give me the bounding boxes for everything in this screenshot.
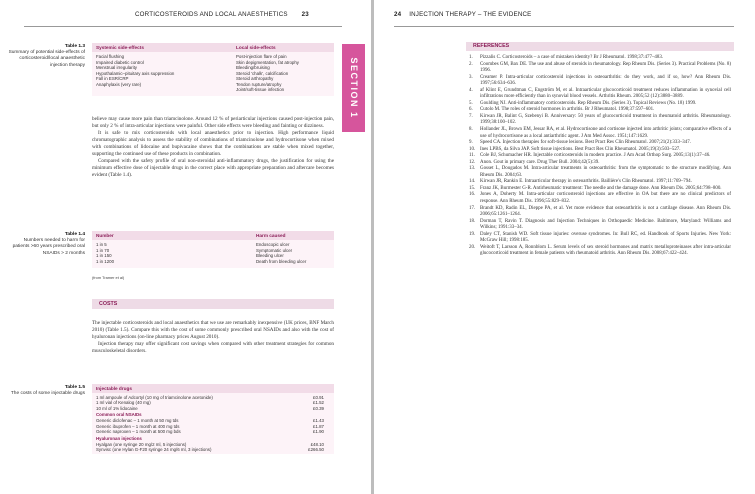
table-cell: Facial flushing [96, 54, 125, 59]
table-1-4 [92, 231, 334, 268]
reference-text: Dorman T, Ravin T. Diagnosis and Injection Techniques in Orthopaedic Medicine. Baltimore, Maryland: Williams and Wilkins; 1991:33–34. [480, 218, 731, 231]
table-1-5 [92, 384, 334, 454]
column-header: Number [96, 233, 114, 238]
drug-price: £266.50 [308, 447, 324, 453]
group-title: Common oral NSAIDs [96, 412, 142, 418]
reference-number: 13. [469, 166, 476, 172]
table-1-3-caption [6, 44, 85, 69]
reference-number: 16. [469, 192, 476, 198]
reference-text: Daley CT, Stanish WD. Soft tissue injuries: overuse syndromes. In: Bull RC, ed. Handbook of Sports Injuries. New York: McGraw Hill; 1998:185. [480, 231, 731, 244]
drug-price: £0.91 [313, 395, 324, 400]
table-header-row [92, 231, 334, 240]
drug-name: Generic diclofenac – 1 month at 50 mg tds [96, 418, 179, 424]
reference-text: Pizzalis C. Corticosteroids – a case of mistaken identity? Br J Rheumatol. 1998;37:477–483. [480, 55, 664, 60]
reference-number: 17. [469, 205, 476, 211]
table-label: Table 1.4 [64, 232, 85, 237]
table-label: Table 1.3 [64, 44, 85, 49]
drug-name: Generic ibuprofen – 1 month at 400 mg tds [96, 423, 180, 429]
reference-text: Goulding NJ. Anti-inflammatory corticosteroids. Rep Rheum Dis. (Series 3). Topical Reviews (No. 18) 1999. [480, 100, 697, 106]
references-heading: REFERENCES [466, 42, 734, 51]
drug-name: 1 ml vial of Kenalog (40 mg) [96, 400, 151, 406]
reference-item [469, 219, 731, 232]
table-1-5-caption [6, 385, 85, 397]
table-cell: Bleeding ulcer [256, 253, 284, 258]
reference-number: 6. [469, 107, 473, 113]
running-head-text: CORTICOSTEROIDS AND LOCAL ANAESTHETICS [135, 11, 288, 18]
table-cell: 1 in 150 [96, 253, 112, 258]
table-label: Table 1.5 [64, 385, 85, 390]
drug-name: Hyalgan (one syringe 20 mg/2 ml, 5 injections) [96, 441, 187, 447]
reference-number: 19. [469, 231, 476, 237]
right-running-head [394, 11, 532, 18]
reference-number: 14. [469, 179, 476, 185]
table-cell: Hypothalamic–pituitary axis suppression [96, 70, 175, 76]
reference-number: 18. [469, 218, 476, 224]
drug-price: £1.87 [313, 423, 324, 429]
right-page [374, 0, 755, 494]
table-caption-text: Summary of potential side-effects of corticosteroid/local anaesthetic injection therapy [8, 50, 85, 68]
costs-heading: COSTS [92, 299, 334, 309]
page-number: 23 [301, 11, 309, 18]
table-row [96, 429, 334, 434]
drug-price: £0.39 [313, 405, 324, 411]
table-cell: Post-injection flare of pain [236, 54, 287, 59]
drug-price: £1.90 [313, 428, 324, 434]
table-cell: Fall in ESR/CRP [96, 76, 129, 81]
table-cell: 1 in 70 [96, 247, 110, 253]
reference-text: Brandt KD, Radin EL, Dieppe PA, et al. Yet more evidence that osteoarthritis is not a cartilage disease. Ann Rheum Dis. 2006;65:1261–1264. [480, 205, 731, 218]
running-head-text: INJECTION THERAPY – THE EVIDENCE [409, 11, 532, 18]
harm-column [256, 242, 306, 264]
cost-group [96, 436, 334, 453]
reference-number: 4. [469, 87, 473, 93]
number-column [96, 242, 114, 264]
table-cell: Joint/soft-tissue infection [236, 87, 285, 92]
table-body [92, 52, 334, 96]
reference-number: 20. [469, 244, 476, 250]
drug-price: £1.43 [313, 418, 324, 424]
drug-name: 10 ml of 1% lidocaine [96, 405, 138, 411]
drug-price: £48.10 [310, 441, 324, 447]
reference-number: 12. [469, 159, 476, 165]
left-running-head [135, 11, 309, 18]
column-header: Systemic side-effects [96, 45, 144, 50]
section-tab-label: SECTION 1 [348, 57, 359, 119]
reference-item [469, 166, 731, 179]
reference-item [469, 75, 731, 88]
reference-text: Kirwan JR, Balint G, Szebenyi B. Anniversary: 50 years of glucocorticoid treatment in rheumatoid arthritis. Rheumatology. 1999;38:100–102. [480, 113, 731, 126]
table-header-row [92, 43, 334, 52]
paragraph: Injection therapy may offer significant cost savings when compared with other treatment strategies for common musculoskeletal disorders. [92, 341, 334, 355]
reference-item [469, 192, 731, 205]
table-cell: Skin depigmentation, fat atrophy [236, 59, 299, 65]
systemic-column [96, 54, 174, 87]
reference-number: 3. [469, 74, 473, 80]
reference-item [469, 127, 731, 140]
reference-text: Cole BJ, Schumacher HR. Injectable corticosteroids in modern practice. J Am Acad Orthop Surg. 2005;13(1):37–46. [480, 153, 711, 159]
reference-text: Coombes GM, Bax DE. The use and abuse of steroids in rheumatology. Rep Rheum Dis. (Series 3). Practical Problems (No. 8) 1996. [480, 61, 731, 74]
group-title: Hyaluronan injections [96, 435, 142, 441]
reference-text: Jones A, Doherty M. Intra-articular corticosteroid injections are effective in OA but there are no clinical predictors of response. Ann Rheum Dis. 1996;55:829–832. [480, 192, 731, 205]
table-row [96, 447, 334, 452]
table-cell: Impaired diabetic control [96, 59, 144, 65]
paragraph: It is safe to mix corticosteroids with local anaesthetics prior to injection. High performance liquid chromatographic analysis to assess the stability of combinations of triamcinolone and hydrocortisone when mixed with combinations of lidocaine and bupivacaine shows that the combinations are stable when mixed together, supporting the continued use of these products in combination. [92, 130, 334, 158]
column-header: Harm caused [256, 233, 286, 238]
reference-number: 7. [469, 113, 473, 119]
reference-item [469, 62, 731, 75]
table-cell: Bleeding/bruising [236, 65, 270, 70]
reference-number: 5. [469, 100, 473, 106]
reference-text: Creamer P. Intra-articular corticosteroid injections in osteoarthritis: do they work, and if so, how? Ann Rheum Dis. 1997;56:634–636. [480, 74, 731, 87]
reference-number: 1. [469, 55, 473, 60]
table-cell: 1 in 1200 [96, 258, 115, 264]
table-cell: Symptomatic ulcer [256, 247, 293, 253]
reference-number: 15. [469, 185, 476, 191]
cost-group [96, 395, 334, 411]
table-caption-text: The costs of some injectable drugs [10, 391, 85, 397]
reference-text: Ines LPBS, da Silva JAP. Soft tissue injections. Best Pract Res Clin Rheumatol. 2005;19(3):503–527. [480, 146, 681, 152]
reference-item [469, 88, 731, 101]
reference-text: Franz JK, Burmester G-R. Antirheumatic treatment: The needle and the damage done. Ann Rheum Dis. 2005;64:798–800. [480, 185, 722, 191]
drug-name: Generic naproxen – 1 month at 500 mg bds [96, 428, 181, 434]
reference-text: Cutolo M. The roles of steroid hormones in arthritis. Br J Rheumatol. 1998;37:597–601. [480, 107, 655, 113]
left-page [0, 0, 371, 494]
reference-number: 9. [469, 140, 473, 146]
table-1-3 [92, 43, 334, 96]
drug-name: Synvisc (one Hylan G-F20 syringe 24 mg/6 ml, 3 injections) [96, 447, 212, 453]
column-header: Injectable drugs [96, 386, 132, 391]
table-row [96, 406, 334, 411]
table-cell: Steroid 'chalk', calcification [236, 70, 289, 76]
paragraph: believe may cause more pain than triamcinolone. Around 12 % of periarticular injections caused post-injection pain, but only 2 % of intra-articular injections were painful. Other side effects were bleeding and fainting or dizziness. [92, 116, 334, 130]
reference-number: 11. [469, 153, 475, 159]
reference-item [469, 206, 731, 219]
reference-text: Hollander JL, Brown EM, Jessar RA, et al. Hydrocortisone and cortisone injected into arthritic joints; comparative effects of a use of hydrocortisone as a local antiarthritic agent. J Am Med Assoc. 1951;147:1629. [480, 127, 731, 139]
table-cell: Tendon rupture/atrophy [236, 81, 282, 87]
references-list [469, 55, 731, 258]
table-source-note: (from Tramer et al) [92, 275, 125, 280]
body-text [92, 116, 334, 179]
reference-text: Gosset L, Dougados M. Intra-articular treatments in osteoarthritis: from the symptomatic to the structure modifying. Ann Rheum Dis. 2004;63. [480, 166, 731, 178]
table-header-row [92, 384, 334, 393]
table-cell: 1 in 5 [96, 242, 107, 247]
table-cell: Anaphylaxis (very rare) [96, 81, 142, 87]
drug-price: £1.52 [313, 400, 324, 406]
table-cell: Menstrual irregularity [96, 65, 137, 70]
paragraph: Compared with the safety profile of oral non-steroidal anti-inflammatory drugs, the justification for using the minimum effective dose of injectable drugs in the correct place with appropriate preparation and aftercare becomes evident (Table 1.4). [92, 158, 334, 179]
reference-item [469, 245, 731, 258]
costs-text [92, 320, 334, 355]
reference-text: Anon. Gout in primary care. Drug Ther Bull. 2004;42(5):39. [480, 159, 600, 165]
reference-item [469, 114, 731, 127]
paragraph: The injectable corticosteroids and local anaesthetics that we use are remarkably inexpensive (UK prices, BNF March 2010) (Table 1.5). Compare this with the cost of some commonly prescribed oral NSAIDs and also with the cost of hyaluronan injections (on-line pharmacy prices August 2010). [92, 320, 334, 341]
table-body [92, 240, 334, 268]
table-cell: Steroid arthropathy [236, 76, 274, 81]
table-body [92, 393, 334, 454]
reference-text: Kirwan JR, Rankin E. Intraarticular therapy in osteoarthritis. Baillière's Clin Rheumatol. 1997;11:769–794. [480, 179, 692, 185]
reference-number: 8. [469, 127, 473, 133]
section-tab [342, 44, 365, 132]
reference-text: Weitoft T, Larsson A, Ronnblom L. Serum levels of sex steroid hormones and matrix metalloproteinases after intra-articular glucocorticoid treatment in female patients with rheumatoid arthritis. Ann Rheum Dis. 2008;67:422–424. [480, 244, 731, 257]
table-cell: Death from bleeding ulcer [256, 258, 307, 264]
header-rule [394, 26, 734, 27]
cost-group [96, 412, 334, 434]
reference-item [469, 232, 731, 245]
reference-number: 10. [469, 146, 476, 152]
reference-text: Speed CA. Injection therapies for soft-tissue lesions. Best Pract Res Clin Rheumatol. 2007;21(2):333–347. [480, 140, 691, 146]
page-number: 24 [394, 11, 402, 18]
table-1-4-caption [6, 232, 85, 257]
column-header: Local side-effects [236, 45, 276, 50]
reference-number: 2. [469, 61, 473, 67]
table-caption-text: Numbers needed to harm for patients >60 years prescribed oral NSAIDs > 2 months [12, 238, 85, 256]
drug-name: 1 ml ampoule of Adcortyl (10 mg of triamcinolone acetonide) [96, 395, 213, 400]
table-cell: Endoscopic ulcer [256, 242, 290, 247]
local-column [236, 54, 299, 93]
reference-text: af Klint E, Grundtman C, Engström M, et al. Intraarticular glucocorticoid treatment reduces inflammation in synovial cell infiltrations more efficiently than in synovial blood vessels. Arthritis Rheum. 2005;52 (12):3880–3889. [480, 87, 731, 100]
header-rule [24, 26, 342, 27]
